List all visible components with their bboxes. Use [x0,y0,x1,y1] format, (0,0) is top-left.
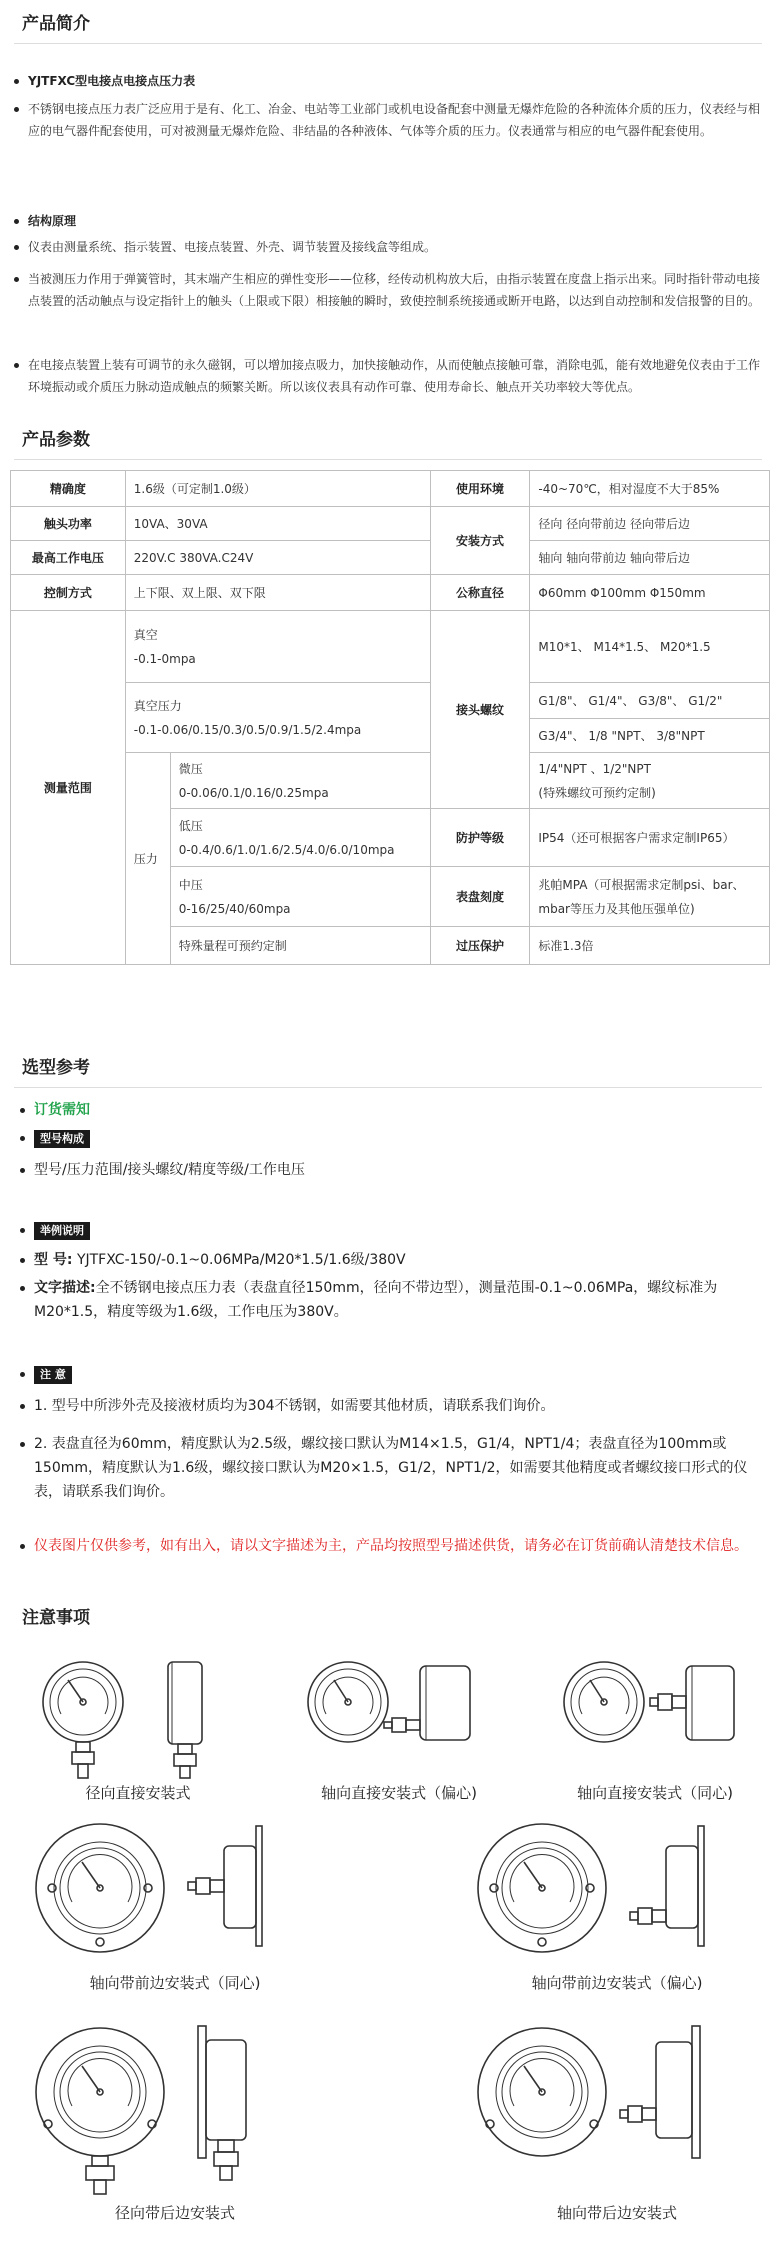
intro-item: 当被测压力作用于弹簧管时，其末端产生相应的弹性变形——位移，经传动机构放大后，由指示装置在度盘上指示出来。同时指针带动电接点装置的活动触点与设定指针上的触头（上限或下限）相接触的瞬时，致使控制系统接通或断开电路，以达到自动控制和发信报警的目的。 [28,268,768,312]
note-tag: 注 意 [34,1366,72,1384]
param-value: G1/8"、 G1/4"、 G3/8"、 G1/2" [530,683,770,719]
note-item: 2. 表盘直径为60mm，精度默认为2.5级，螺纹接口默认为M14×1.5，G1/4，NPT1/4；表盘直径为100mm或150mm，精度默认为1.6级，螺纹接口默认为M20×1.5，G1/2，NPT1/2，如需要其他精度或者螺纹接口形式的仪表，请联系我们询价。 [34,1432,768,1504]
order-notice: 订货需知 [34,1098,768,1122]
param-value: 1.6级（可定制1.0级） [125,471,430,507]
params-table [10,470,770,965]
diagram-caption: 轴向带后边安装式 [556,2204,677,2222]
param-value: M10*1、 M14*1.5、 M20*1.5 [530,611,770,683]
diagram-radial-rear-flange [28,2020,288,2199]
diagram-radial-direct [28,1652,228,1786]
note-item: 1. 型号中所涉外壳及接液材质均为304不锈钢，如需要其他材质，请联系我们询价。 [34,1394,768,1418]
range-special: 特殊量程可预约定制 [170,927,430,965]
param-value: 上下限、双上限、双下限 [125,575,430,611]
diagram-axial-front-flange-concentric [28,1818,288,1967]
range-mid: 中压 0-16/25/40/60mpa [170,867,430,927]
param-label: 防护等级 [430,809,530,867]
param-value: Φ60mm Φ100mm Φ150mm [530,575,770,611]
param-label: 表盘刻度 [430,867,530,927]
param-label: 安装方式 [430,507,530,575]
intro-item: 结构原理 [28,210,768,232]
model-format: 型号/压力范围/接头螺纹/精度等级/工作电压 [34,1158,768,1182]
param-value: -40~70℃，相对湿度不大于85% [530,471,770,507]
param-label: 使用环境 [430,471,530,507]
param-value: 10VA、30VA [125,507,430,541]
param-label: 精确度 [11,471,126,507]
diagram-axial-direct-eccentric [300,1652,500,1786]
param-value: IP54（还可根据客户需求定制IP65） [530,809,770,867]
param-value: 1/4"NPT 、1/2"NPT (特殊螺纹可预约定制) [530,753,770,809]
diagram-caption: 径向带后边安装式 [114,2204,235,2222]
warning-text: 仪表图片仅供参考，如有出入，请以文字描述为主，产品均按照型号描述供货，请务必在订货前确认清楚技术信息。 [34,1534,768,1558]
example-desc: 文字描述:全不锈钢电接点压力表（表盘直径150mm，径向不带边型），测量范围-0.1~0.06MPa，螺纹标准为M20*1.5，精度等级为1.6级，工作电压为380V。 [34,1276,768,1324]
range-micro: 微压 0-0.06/0.1/0.16/0.25mpa [170,753,430,809]
intro-item: 在电接点装置上装有可调节的永久磁钢，可以增加接点吸力，加快接触动作，从而使触点接触可靠，消除电弧，能有效地避免仪表由于工作环境振动或介质压力脉动造成触点的频繁关断。所以该仪表具有动作可靠、使用寿命长、触点开关功率较大等优点。 [28,354,768,398]
param-label: 接头螺纹 [430,611,530,809]
section-title-selection: 选型参考 [14,1048,762,1088]
param-label: 最高工作电压 [11,541,126,575]
param-label: 公称直径 [430,575,530,611]
example-model: 型 号: YJTFXC-150/-0.1~0.06MPa/M20*1.5/1.6级/380V [34,1248,768,1272]
param-label: 触头功率 [11,507,126,541]
range-pressure-label: 压力 [125,753,170,965]
model-tag: 型号构成 [34,1130,90,1148]
range-low: 低压 0-0.4/0.6/1.0/1.6/2.5/4.0/6.0/10mpa [170,809,430,867]
param-value: 兆帕MPA（可根据需求定制psi、bar、 mbar等压力及其他压强单位) [530,867,770,927]
intro-item: 仪表由测量系统、指示装置、电接点装置、外壳、调节装置及接线盒等组成。 [28,236,768,258]
param-label: 控制方式 [11,575,126,611]
range-vacuum: 真空 -0.1-0mpa [125,611,430,683]
range-vacuum-pressure: 真空压力 -0.1-0.06/0.15/0.3/0.5/0.9/1.5/2.4mpa [125,683,430,753]
model-tag-row [34,1126,768,1150]
diagram-caption: 轴向直接安装式（偏心) [321,1784,477,1802]
param-label: 过压保护 [430,927,530,965]
diagram-axial-direct-concentric [556,1652,756,1786]
diagram-axial-rear-flange [470,2020,730,2199]
param-value: G3/4"、 1/8 "NPT、 3/8"NPT [530,719,770,753]
intro-item: 不锈钢电接点压力表广泛应用于是有、化工、冶金、电站等工业部门或机电设备配套中测量无爆炸危险的各种流体介质的压力，仪表经与相应的电气器件配套使用，可对被测量无爆炸危险、非结晶的各种液体、气体等介质的压力。仪表通常与相应的电气器件配套使用。 [28,98,768,142]
diagram-caption: 轴向直接安装式（同心) [577,1784,733,1802]
section-title-notes: 注意事项 [22,1608,90,1628]
diagram-caption: 轴向带前边安装式（偏心) [531,1974,703,1992]
param-value: 径向 径向带前边 径向带后边 [530,507,770,541]
section-title-intro: 产品简介 [14,4,762,44]
diagram-axial-front-flange-eccentric [470,1818,730,1967]
diagram-caption: 径向直接安装式 [85,1784,191,1802]
intro-item: YJTFXC型电接点电接点压力表 [28,70,768,92]
param-value: 220V.C 380VA.C24V [125,541,430,575]
param-label: 测量范围 [11,611,126,965]
param-value: 轴向 轴向带前边 轴向带后边 [530,541,770,575]
param-value: 标准1.3倍 [530,927,770,965]
note-tag-row [34,1362,768,1386]
diagram-caption: 轴向带前边安装式（同心) [89,1974,261,1992]
example-tag-row [34,1218,768,1242]
section-title-params: 产品参数 [14,420,762,460]
example-tag: 举例说明 [34,1222,90,1240]
